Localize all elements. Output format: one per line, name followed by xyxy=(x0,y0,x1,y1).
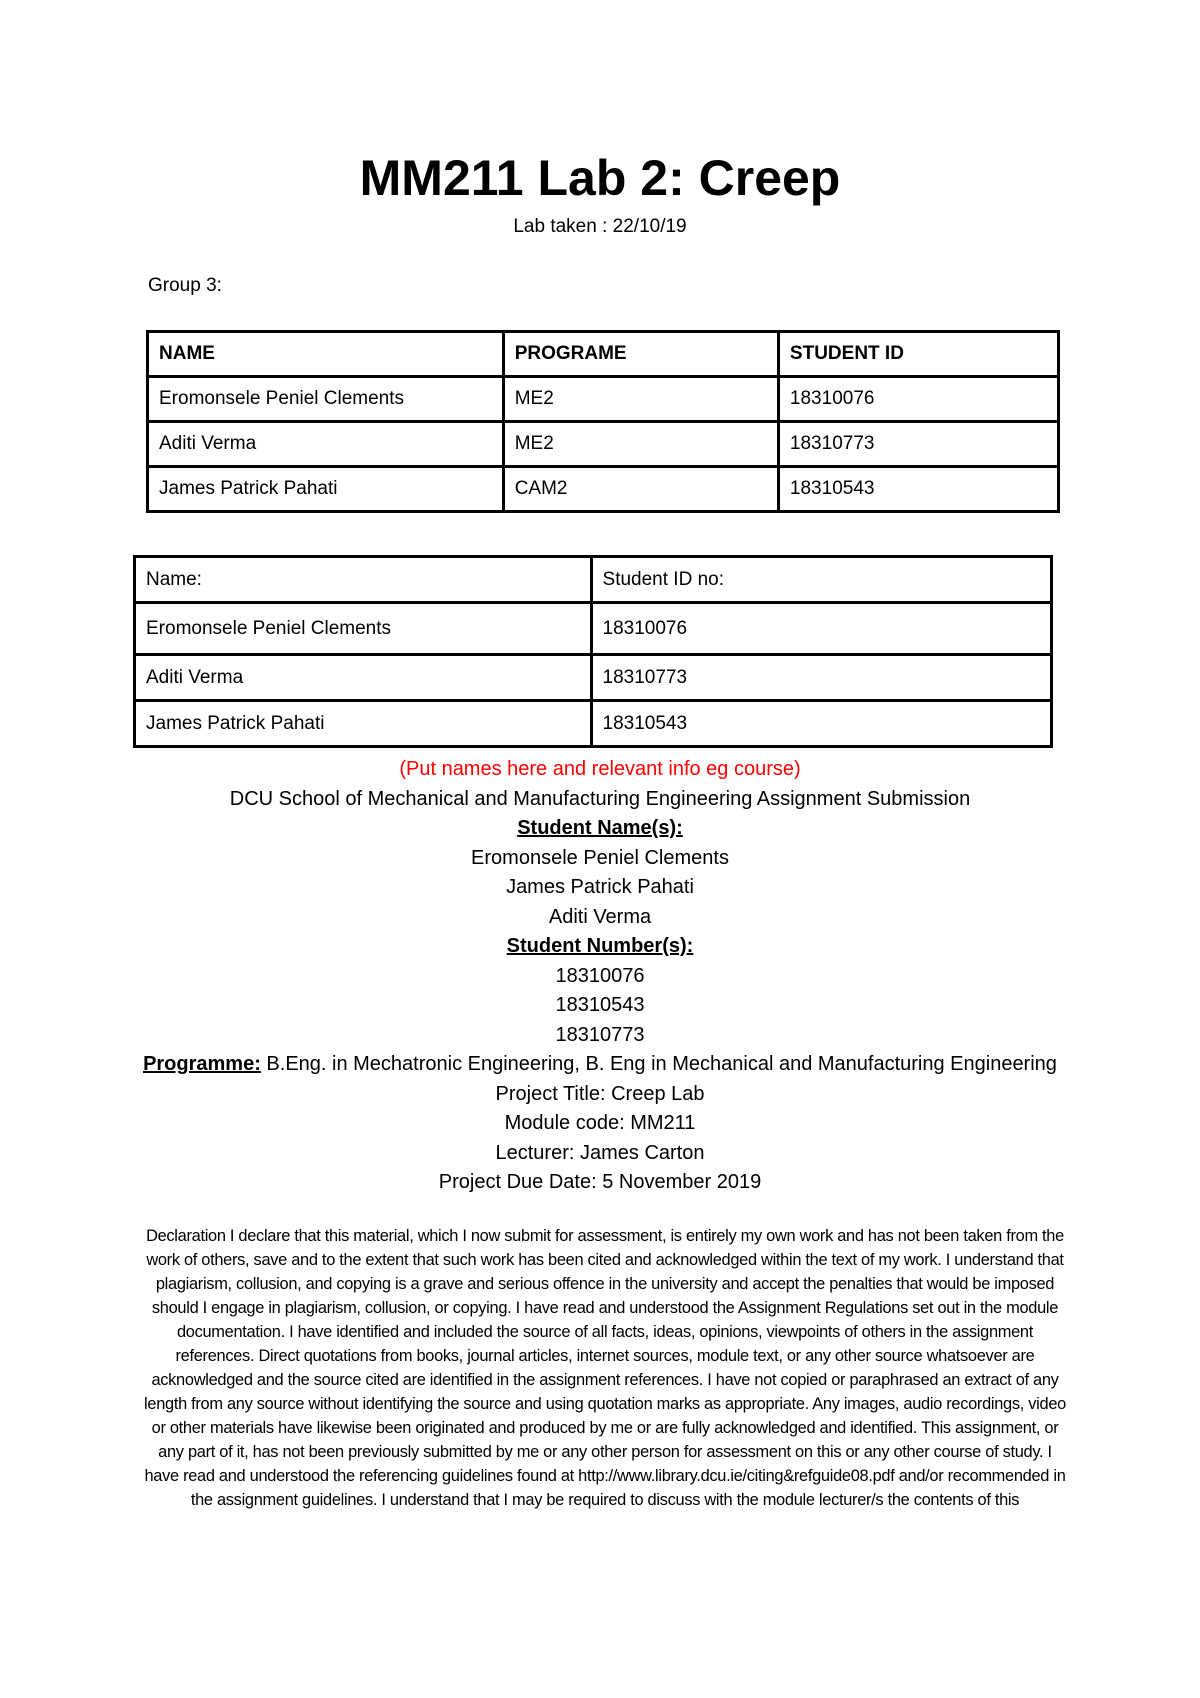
student-name: Eromonsele Peniel Clements xyxy=(471,846,729,869)
header-cell-name: Name: xyxy=(135,557,592,603)
cell-student-id: 18310773 xyxy=(778,422,1058,467)
table-row xyxy=(135,655,1052,701)
cell-programme: ME2 xyxy=(503,377,778,422)
student-number: 18310543 xyxy=(555,994,645,1016)
group-members-table xyxy=(146,330,1060,513)
header-cell-student-id: STUDENT ID xyxy=(778,332,1058,377)
lab-date: Lab taken : 22/10/19 xyxy=(513,216,687,237)
programme-line xyxy=(100,1050,1100,1080)
cover-sheet xyxy=(100,755,1100,1198)
cell-name: Eromonsele Peniel Clements xyxy=(135,603,592,655)
student-id-table xyxy=(133,555,1053,748)
group-label: Group 3: xyxy=(148,275,222,296)
cell-name: Aditi Verma xyxy=(135,655,592,701)
cell-programme: ME2 xyxy=(503,422,778,467)
student-numbers-label: Student Number(s): xyxy=(506,935,694,957)
student-name: James Patrick Pahati xyxy=(506,876,694,898)
header-cell-name: NAME xyxy=(148,332,504,377)
cell-name: Aditi Verma xyxy=(148,422,504,467)
cell-student-id: 18310543 xyxy=(778,467,1058,512)
table-row xyxy=(148,377,1059,422)
cell-student-id: 18310076 xyxy=(591,603,1051,655)
cell-student-id: 18310773 xyxy=(591,655,1051,701)
student-names-label: Student Name(s): xyxy=(517,817,683,839)
instruction-note: (Put names here and relevant info eg course) xyxy=(399,758,801,780)
document-title: MM211 Lab 2: Creep xyxy=(359,150,841,206)
table-row xyxy=(135,603,1052,655)
project-title: Project Title: Creep Lab xyxy=(495,1082,705,1105)
student-name: Aditi Verma xyxy=(548,905,652,928)
cell-student-id: 18310076 xyxy=(778,377,1058,422)
cell-name: Eromonsele Peniel Clements xyxy=(148,377,504,422)
cell-name: James Patrick Pahati xyxy=(135,701,592,747)
header-cell-student-id: Student ID no: xyxy=(591,557,1051,603)
module-code: Module code: MM211 xyxy=(504,1112,696,1134)
student-number: 18310076 xyxy=(555,964,645,987)
header-cell-programme: PROGRAME xyxy=(503,332,778,377)
lecturer: Lecturer: James Carton xyxy=(495,1141,705,1164)
cell-student-id: 18310543 xyxy=(591,701,1051,747)
school-line: DCU School of Mechanical and Manufacturing Engineering Assignment Submission xyxy=(229,787,971,810)
cell-programme: CAM2 xyxy=(503,467,778,512)
table-header-row xyxy=(135,557,1052,603)
programme-value: B.Eng. in Mechatronic Engineering, B. Eng in Mechanical and Manufacturing Engineering xyxy=(260,1053,1057,1075)
due-date: Project Due Date: 5 November 2019 xyxy=(438,1171,762,1193)
declaration-text: Declaration I declare that this material, which I now submit for assessment, is entirely my own work and has not been taken from the work of others, save and to the extent that such work has been cited and acknowledged within the text of my work. I understand that plagiarism, collusion, and copying is a grave and serious offence in the university and accept the penalties that would be imposed should I engage in plagiarism, collusion, or copying. I have read and understood the Assignment Regulations set out in the module documentation. I have identified and included the source of all facts, ideas, opinions, viewpoints of others in the assignment references. Direct quotations from books, journal articles, internet sources, module text, or any other source whatsoever are acknowledged and the source cited are identified in the assignment references. I have not copied or paraphrased an extract of any length from any source without identifying the source and using quotation marks as appropriate. Any images, audio recordings, video or other materials have likewise been originated and produced by me or are fully acknowledged and identified. This assignment, or any part of it, has not been previously submitted by me or any other person for assessment on this or any other course of study. I have read and understood the referencing guidelines found at http://www.library.dcu.ie/citing&refguide08.pdf and/or recommended in the assignment guidelines. I understand that I may be required to discuss with the module lecturer/s the contents of this xyxy=(144,1227,1066,1509)
programme-label: Programme: xyxy=(143,1053,261,1075)
table-header-row xyxy=(148,332,1059,377)
student-number: 18310773 xyxy=(555,1023,645,1046)
cell-name: James Patrick Pahati xyxy=(148,467,504,512)
table-row xyxy=(148,422,1059,467)
table-row xyxy=(135,701,1052,747)
table-row xyxy=(148,467,1059,512)
